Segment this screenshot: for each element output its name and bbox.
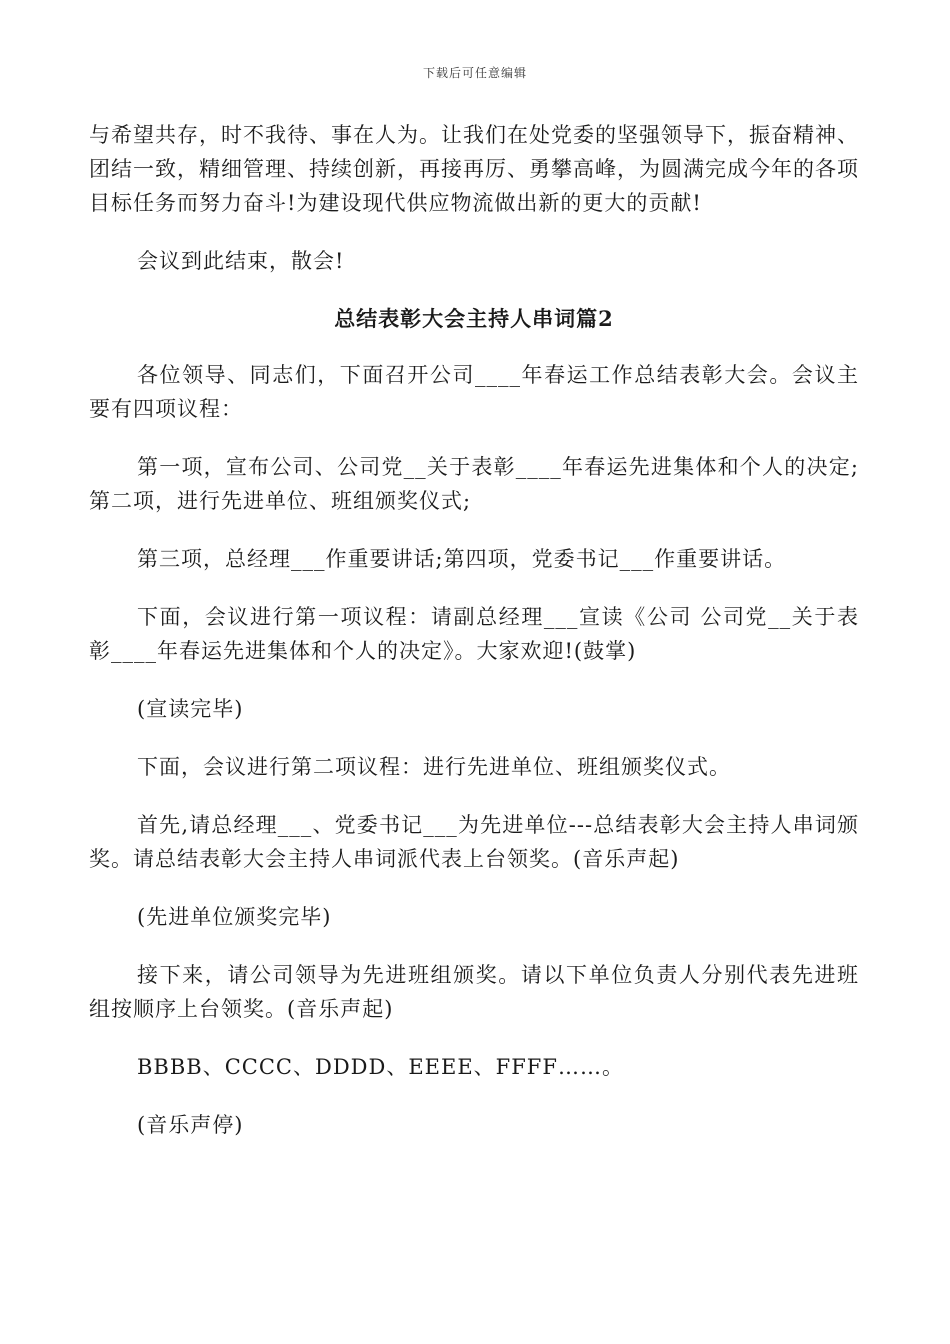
section-title: 总结表彰大会主持人串词篇2 — [334, 306, 614, 331]
paragraph: 第一项，宣布公司、公司党__关于表彰____年春运先进集体和个人的决定;第二项，进行先进单位、班组颁奖仪式; — [89, 455, 859, 513]
page-header: 下载后可任意编辑 — [422, 66, 527, 80]
paragraph: 各位领导、同志们，下面召开公司____年春运工作总结表彰大会。会议主要有四项议程： — [89, 363, 859, 421]
paragraph: 接下来，请公司领导为先进班组颁奖。请以下单位负责人分别代表先进班组按顺序上台领奖。(音乐声起) — [89, 963, 859, 1021]
paragraph-continuation: 与希望共存，时不我待、事在人为。让我们在处党委的坚强领导下，振奋精神、团结一致，精细管理、持续创新，再接再厉、勇攀高峰，为圆满完成今年的各项目标任务而努力奋斗!为建设现代供应物流做出新的更大的贡献! — [89, 123, 859, 215]
paragraph: 第三项，总经理___作重要讲话;第四项，党委书记___作重要讲话。 — [137, 547, 787, 571]
document-body — [89, 118, 859, 1166]
paragraph-closing: 会议到此结束，散会! — [137, 249, 345, 273]
paragraph: (宣读完毕) — [137, 697, 244, 721]
paragraph: 下面，会议进行第二项议程：进行先进单位、班组颁奖仪式。 — [137, 755, 731, 779]
paragraph: 首先,请总经理___、党委书记___为先进单位---总结表彰大会主持人串词颁奖。请总结表彰大会主持人串词派代表上台领奖。(音乐声起) — [89, 813, 859, 871]
paragraph: (先进单位颁奖完毕) — [137, 905, 332, 929]
paragraph: (音乐声停) — [137, 1113, 244, 1137]
paragraph: BBBB、CCCC、DDDD、EEEE、FFFF……。 — [137, 1055, 624, 1079]
paragraph: 下面，会议进行第一项议程：请副总经理___宣读《公司 公司党__关于表彰____年春运先进集体和个人的决定》。大家欢迎!(鼓掌) — [89, 605, 859, 663]
